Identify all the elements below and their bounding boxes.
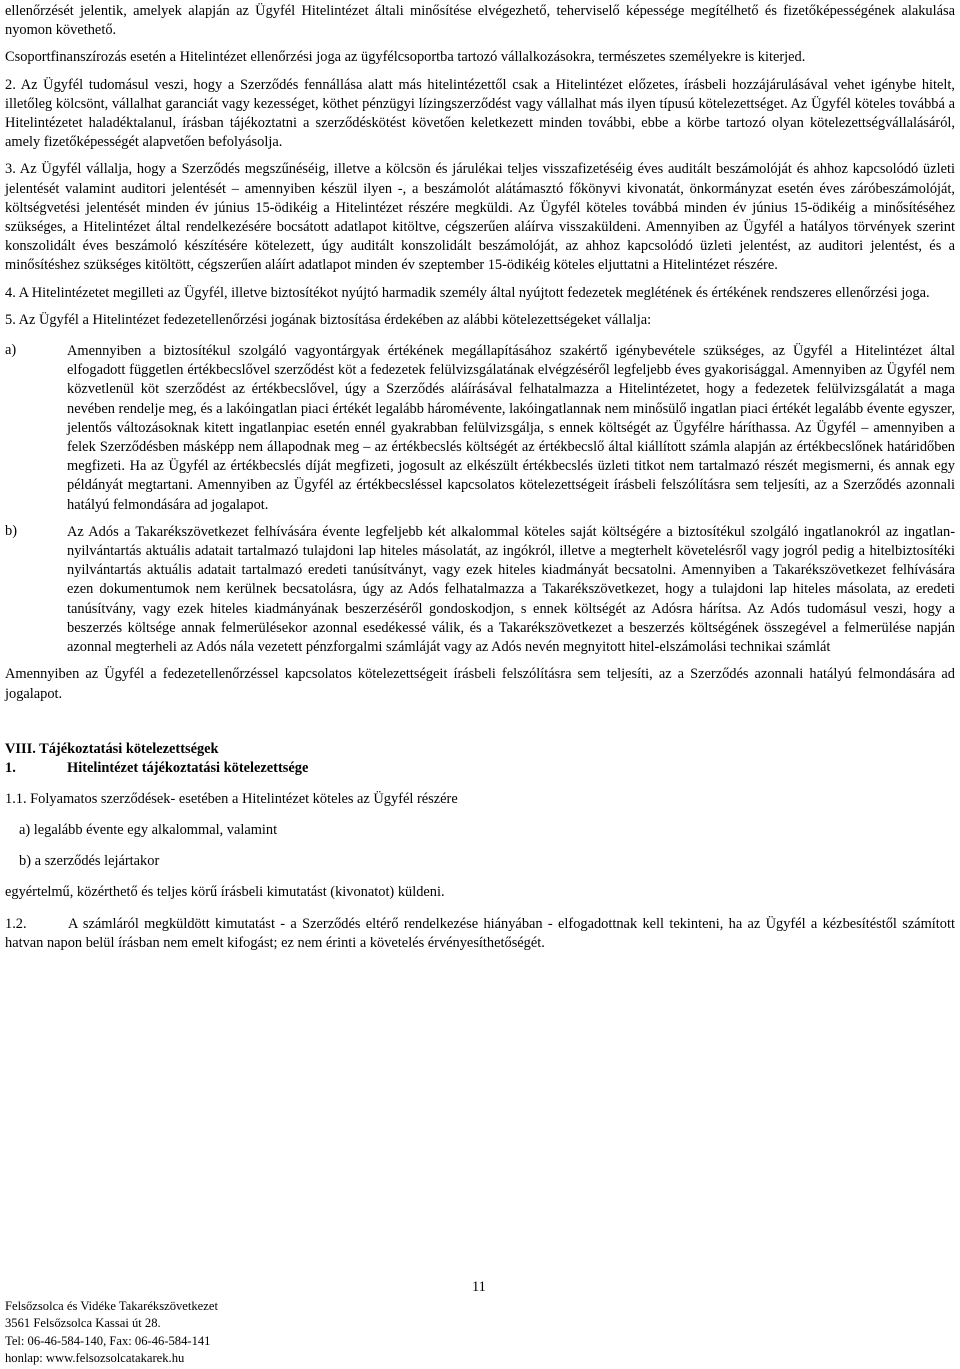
paragraph-1-1: 1.1. Folyamatos szerződések- esetében a Hitelintézet köteles az Ügyfél részére bbox=[5, 790, 458, 807]
subsection-heading-1 bbox=[5, 759, 955, 778]
page-number: 11 bbox=[472, 1279, 486, 1295]
list-item-b-text: Az Adós a Takarékszövetkezet felhívására évente legfeljebb két alkalommal köteles saját költségére a biztosítékul szolgáló ingatlanokról az ingatlan-nyilvántartás aktuális adatait tartalmazó tulajdoni lap hiteles másolatát, az ingókról, illetve a megterhelt követelésről vagy jogról pedig a hitelbiztosítéki nyilvántartás aktuális adatait tartalmazó eredeti tanúsítványt, vagy ezek hiteles kiadmányát becsatolni. Amennyiben a Takarékszövetkezet felhívására ezen dokumentumok nem kerülnek becsatolásra, úgy az Adós felhatalmazza a Takarékszövetkezet, hogy a tulajdoni lap hiteles másolata, az eredeti tanúsítvány, vagy ezek hiteles kiadmányának beszerzéséről gondoskodjon, s ennek költségét az Adósra hárítsa. Az Adós tudomásul veszi, hogy a beszerzés költsége annak felmerülésekor azonnal esedékessé válik, és a Takarékszövetkezet a beszerzés költségének összegével a felmerülése napján azonnal megterheli az Adós nála vezetett pénzforgalmi számláját vagy az Adós nevén megnyitott hitel-elszámolási technikai számlát bbox=[67, 523, 955, 656]
subsection-heading-1-number: 1. bbox=[5, 759, 16, 776]
paragraph-1-2-label: 1.2. bbox=[5, 915, 27, 932]
paragraph-1-1-end: egyértelmű, közérthető és teljes körű írásbeli kimutatást (kivonatot) küldeni. bbox=[5, 884, 445, 901]
paragraph-1-1-a: a) legalább évente egy alkalommal, valamint bbox=[19, 821, 278, 838]
list-item-a-text: Amennyiben a biztosítékul szolgáló vagyontárgyak értékének megállapításához szakértő igénybevétele szükséges, az Ügyfél a Hitelintézet által elfogadott független értékbecslővel szerződést köt a fedezetek felülvizsgálatának elvégzéséről legfeljebb éves gyakorisággal. Amennyiben az Ügyfél nem közvetlenül köt szerződést az értékbecslővel, úgy a Szerződés aláírásával felhatalmazza a Hitelintézetet, hogy a fedezetek felülvizsgálatát a maga nevében rendelje meg, és a lakóingatlan piaci értékét legalább háromévente, lakóingatlannak nem minősülő ingatlan piaci értékét legalább évente egyszer, jelentős változásoknak kitett ingatlanpiac esetén ennél gyakrabban felülvizsgálja, s ennek költségét az Ügyfélre háríthassa. Az Ügyfél – amennyiben a felek Szerződésben másképp nem állapodnak meg – az értékbecslés költségét az értékbecslő által kiállított számla alapján az értékbecslőnek határidőben megfizeti. Ha az Ügyfél az értékbecslés díját megfizeti, jogosult az elkészült értékbecslés üzleti titkot nem tartalmazó részét megismerni, és annak egy példányát megtartani. Amennyiben az Ügyfél az értékbecsléssel kapcsolatos kötelezettségeit írásbeli felszólításra sem teljesíti, az a Szerződés azonnali hatályú felmondására ad jogalapot. bbox=[67, 343, 955, 513]
paragraph-4: 4. A Hitelintézetet megilleti az Ügyfél, illetve biztosítékot nyújtó harmadik személy által nyújtott fedezetek meglétének és értékének rendszeres ellenőrzési joga. bbox=[5, 284, 930, 301]
footer-address: 3561 Felsőzsolca Kassai út 28. bbox=[5, 1316, 161, 1331]
document-page bbox=[5, 2, 955, 953]
paragraph-5: 5. Az Ügyfél a Hitelintézet fedezetellenőrzési jogának biztosítása érdekében az alábbi kötelezettségeket vállalja: bbox=[5, 311, 652, 328]
list-item-b-label: b) bbox=[5, 522, 17, 539]
paragraph-1-2-text: A számláról megküldött kimutatást - a Szerződés eltérő rendelkezése hiányában - elfogadottnak kell tekinteni, ha az Ügyfél a kézbesítéstől számított hatvan napon belül írásban nem emelt kifogást; ez nem érinti a követelés érvényesíthetőségét. bbox=[5, 915, 955, 951]
list-item-b bbox=[5, 523, 955, 657]
section-heading-viii: VIII. Tájékoztatási kötelezettségek bbox=[5, 740, 219, 757]
subsection-heading-1-text: Hitelintézet tájékoztatási kötelezettsége bbox=[67, 759, 309, 776]
paragraph-1-1-b: b) a szerződés lejártakor bbox=[19, 853, 160, 870]
list-item-a-label: a) bbox=[5, 342, 17, 359]
paragraph-intro-continued: ellenőrzését jelentik, amelyek alapján az Ügyfél Hitelintézet általi minősítése elvégezhető, teherviselő képessége megítélhető és fizetőképességének alakulása nyomon követhető. bbox=[5, 3, 955, 39]
footer-organization: Felsőzsolca és Vidéke Takarékszövetkezet bbox=[5, 1299, 218, 1313]
list-item-a bbox=[5, 342, 955, 515]
footer-phone: Tel: 06-46-584-140, Fax: 06-46-584-141 bbox=[5, 1333, 211, 1348]
page-footer bbox=[5, 1298, 218, 1368]
paragraph-group-financing: Csoportfinanszírozás esetén a Hitelintézet ellenőrzési joga az ügyfélcsoportba tartozó vállalkozásokra, természetes személyekre is kiterjed. bbox=[5, 49, 806, 66]
paragraph-3: 3. Az Ügyfél vállalja, hogy a Szerződés megszűnéséig, illetve a kölcsön és járulékai teljes visszafizetéséig éves auditált beszámolóját és ahhoz kapcsolódó üzleti jelentését valamint auditori jelentését – amennyiben készül ilyen -, a beszámolót alátámasztó főkönyvi kivonatát, önkormányzat esetén éves záróbeszámolóját, költségvetési jelentését minden év június 15-ödikéig a Hitelintézet részére megküldi. Az Ügyfél köteles továbbá minden év június 15-ödikéig a minősítéséhez szükséges, a Hitelintézet által rendelkezésére bocsátott adatlapot kitöltve, cégszerűen aláírva visszaküldeni. Amennyiben az Ügyfél a hatályos törvények szerint konszolidált éves beszámoló készítésére kötelezett, úgy auditált konszolidált beszámolóját, az ahhoz kapcsolódó üzleti jelentést, az auditori jelentést, és a minősítéshez szükséges kitöltött, cégszerűen aláírt adatlapot minden év szeptember 15-ödikéig köteles eljuttatni a Hitelintézet részére. bbox=[5, 161, 955, 274]
paragraph-coverage-obligations: Amennyiben az Ügyfél a fedezetellenőrzéssel kapcsolatos kötelezettségeit írásbeli felszólításra sem teljesíti, az a Szerződés azonnali hatályú felmondására ad jogalapot. bbox=[5, 666, 955, 702]
paragraph-1-2 bbox=[5, 915, 955, 953]
footer-website: honlap: www.felsozsolcatakarek.hu bbox=[5, 1351, 185, 1366]
paragraph-2: 2. Az Ügyfél tudomásul veszi, hogy a Szerződés fennállása alatt más hitelintézettől csak a Hitelintézet előzetes, írásbeli hozzájárulásával vehet igénybe hitelt, illetőleg kölcsönt, vállalhat garanciát vagy kezességet, köthet pénzügyi lízingszerződést vagy vállalhat más ilyen típusú kötelezettséget. Az Ügyfél köteles továbbá a Hitelintézetet haladéktalanul, írásban tájékoztatni a szerződéskötést követően keletkezett minden további, ebbe a körbe tartozó olyan kötelezettségvállalásáról, amely fizetőképességét alapvetően befolyásolja. bbox=[5, 76, 955, 151]
